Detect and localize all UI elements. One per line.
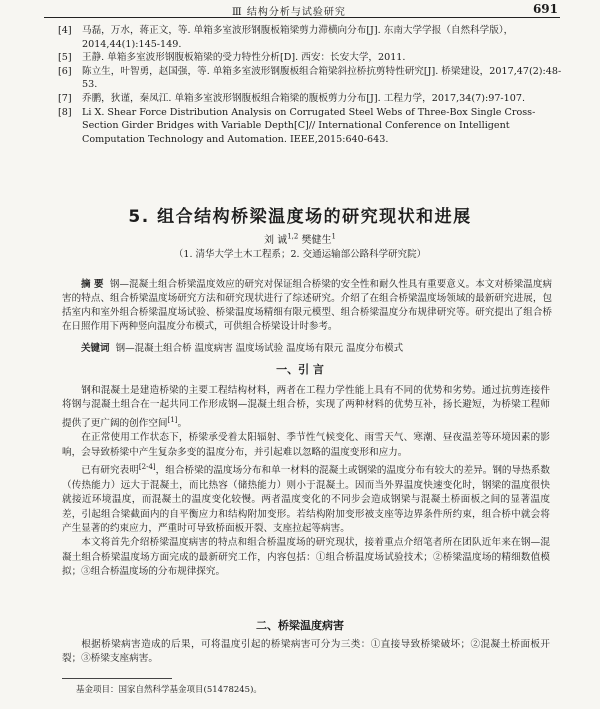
damage-body (62, 638, 550, 667)
reference-item: [6] 陈立生，叶智勇，赵国强，等. 单箱多室波形钢腹板组合箱梁斜拉桥抗剪特性研究[J]. 桥梁建设，2017,47(2):48-53. (58, 65, 562, 91)
reference-list (58, 24, 562, 146)
footnote-rule (62, 678, 172, 679)
paragraph: 本文将首先介绍桥梁温度病害的特点和组合桥温度场的研究现状，接着重点介绍笔者所在团队近年来在钢—混凝土组合桥梁温度场方面完成的最新研究工作，内容包括：①组合桥温度场试验技术；②桥梁温度场的精细数值模拟；③组合桥温度场的分布规律探究。 (62, 537, 550, 578)
header-rule (44, 17, 560, 18)
page-number: 691 (532, 2, 558, 16)
intro-body (62, 384, 550, 580)
keywords: 关键词 钢—混凝土组合桥 温度病害 温度场试验 温度场有限元 温度分布模式 (81, 343, 404, 354)
section-heading-intro: 一、引 言 (276, 363, 324, 376)
section-heading-damage: 二、桥梁温度病害 (256, 619, 344, 632)
article-title: 5. 组合结构桥梁温度场的研究现状和进展 (128, 207, 472, 227)
running-title: Ⅲ 结构分析与试验研究 (232, 7, 346, 18)
reference-item: [7] 乔鹏，狄谨，秦凤江. 单箱多室波形钢腹板组合箱梁的腹板剪力分布[J]. 工程力学，2017,34(7):97-107. (58, 92, 526, 104)
keywords-label: 关键词 (81, 343, 110, 354)
paragraph: 根据桥梁病害造成的后果，可将温度引起的桥梁病害可分为三类：①直接导致桥梁破坏；②混凝土桥面板开裂；③桥梁支座病害。 (62, 639, 550, 665)
affiliation: （1. 清华大学土木工程系；2. 交通运输部公路科学研究院） (173, 249, 427, 260)
paragraph: 在正常使用工作状态下，桥梁承受着太阳辐射、季节性气候变化、雨雪天气、寒潮、昼夜温差等环境因素的影响，会导致桥梁中产生复杂多变的温度分布，并引起难以忽略的温度变形和应力。 (62, 432, 550, 458)
abstract: 摘 要 钢—混凝土组合桥梁温度效应的研究对保证组合桥梁的安全性和耐久性具有重要意义。本文对桥梁温度病害的特点、组合桥梁温度场研究方法和研究现状进行了综述研究。介绍了在组合桥梁温度场领域的最新研究进展，包括室内和室外组合桥梁温度场试验、桥梁温度场精细有限元模型、组合桥梁温度分布规律研究等。研究提出了组合桥在日照作用下两种竖向温度分布模式，可供组合桥梁设计时参考。 (62, 279, 552, 332)
reference-item: [5] 王静. 单箱多室波形钢腹板箱梁的受力特性分析[D]. 西安：长安大学，2011. (58, 52, 406, 64)
paragraph: 已有研究表明[2-4]，组合桥梁的温度场分布和单一材料的混凝土或钢梁的温度分布有较大的差异。钢的导热系数（传热能力）远大于混凝土，而比热容（储热能力）则小于混凝土。因而当外界温度快速变化时，钢梁的温度很快就接近环境温度，而混凝土的温度变化较慢。两者温度变化的不同步会造成钢梁与混凝土桥面板之间的显著温度差，引起组合梁截面内的自平衡应力和结构附加变形。若结构附加变形被支座等边界条件所约束，组合桥中就会将产生显著的约束应力，严重时可导致桥面板开裂、支座拉起等病害。 (62, 463, 551, 535)
footnote: 基金项目：国家自然科学基金项目(51478245)。 (76, 685, 262, 695)
authors: 刘 诚$^{1,2}$ 樊健生$^1$ (264, 232, 336, 246)
reference-item: [4] 马磊，万水，蒋正文，等. 单箱多室波形钢腹板箱梁剪力滞横向分布[J]. 东南大学学报（自然科学版），2014,44(1):145-149. (58, 25, 514, 50)
abstract-label: 摘 要 (81, 279, 104, 290)
running-header (0, 0, 600, 18)
reference-item: [8] Li X. Shear Force Distribution Analysis on Corrugated Steel Webs of Three-Box Single Cross-Section Girder Bridges with Variable Depth[C]// International Conference on Intelligent Computation Technology and Automation. IEEE,2015:640-643. (58, 106, 536, 145)
paragraph: 钢和混凝土是建造桥梁的主要工程结构材料，两者在工程力学性能上具有不同的优势和劣势。通过抗剪连接件将钢与混凝土组合在一起共同工作形成钢—混凝土组合桥，实现了两种材料的优势互补，扬长避短，为桥梁工程师提供了更广阔的创作空间[1]。 (62, 385, 550, 429)
